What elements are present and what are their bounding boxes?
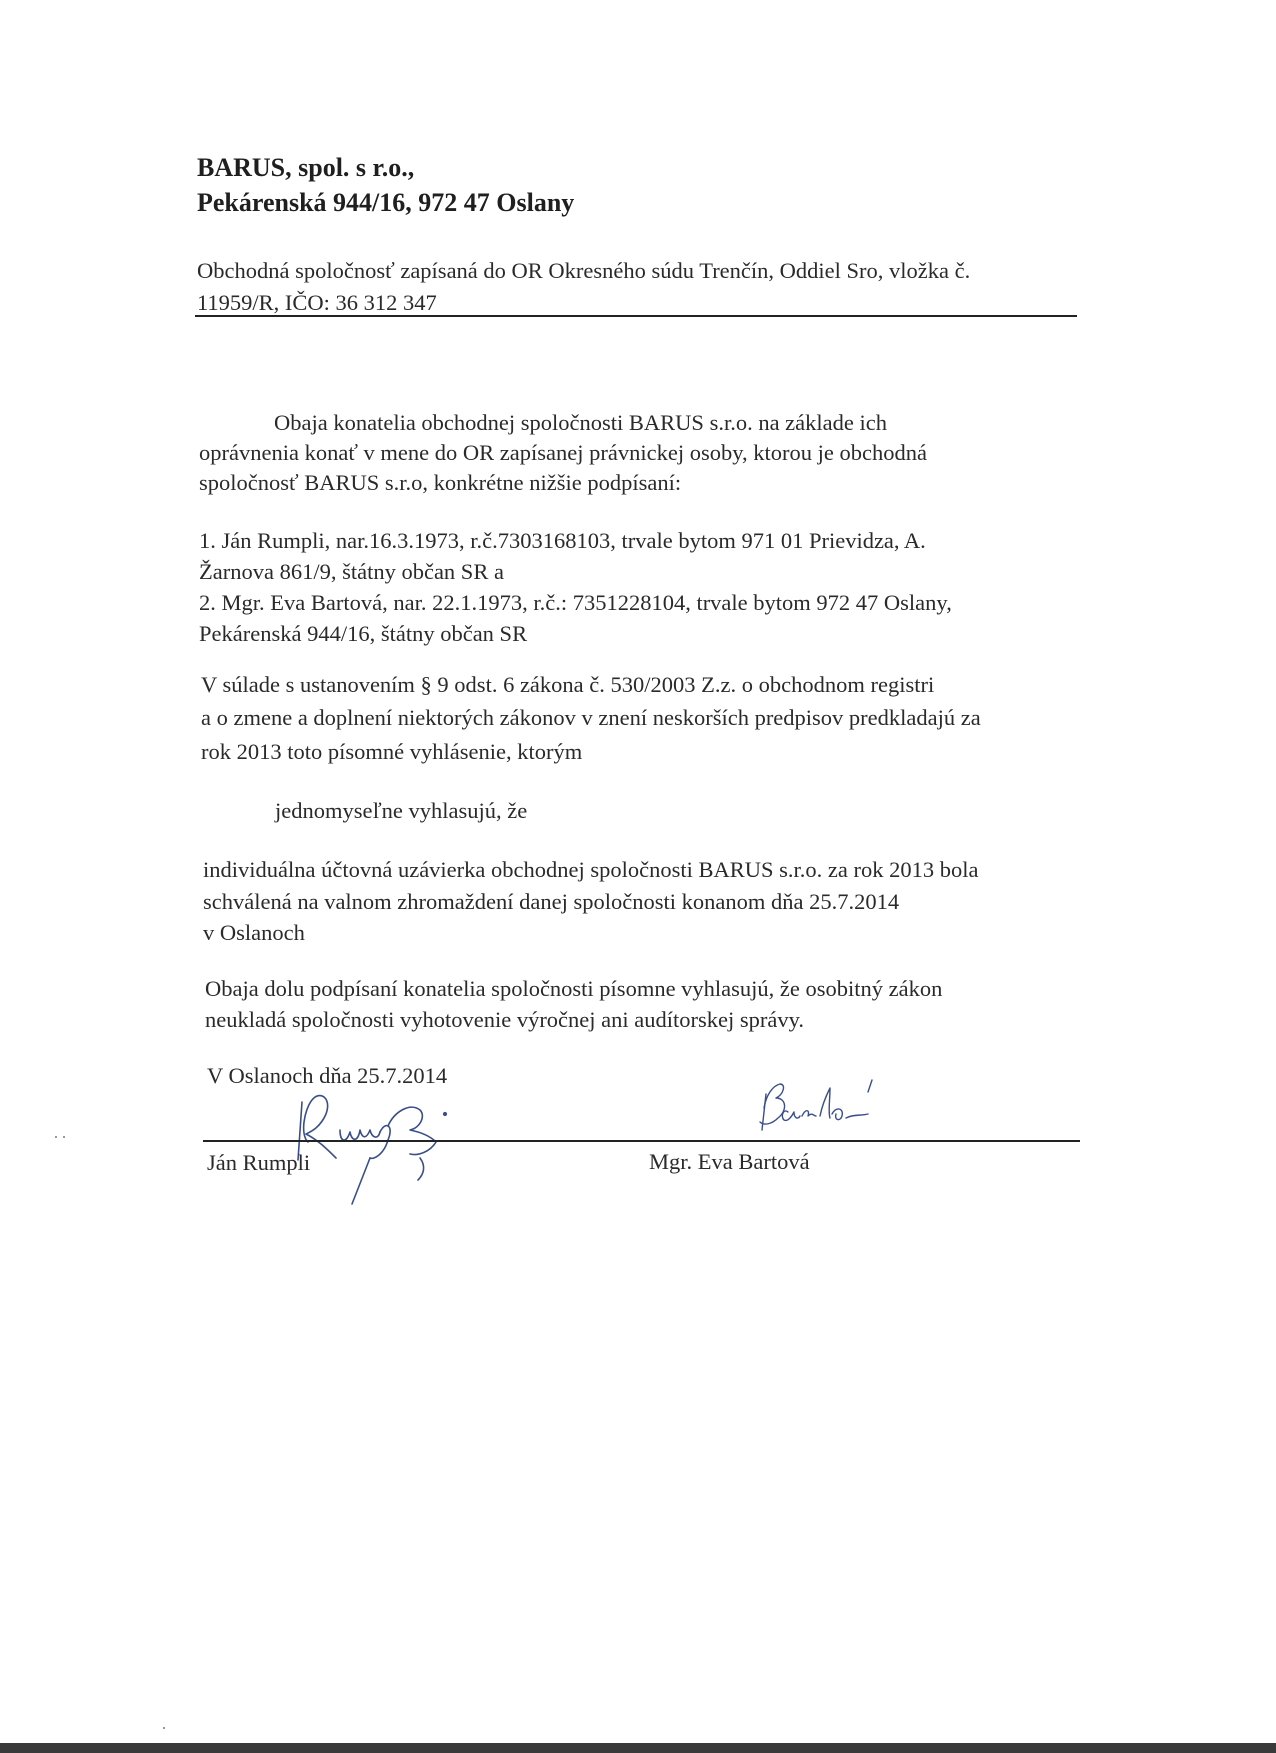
statement-line-3: v Oslanoch bbox=[203, 920, 305, 945]
place-date: V Oslanoch dňa 25.7.2014 bbox=[207, 1063, 448, 1088]
signature-rumpli bbox=[270, 1080, 490, 1205]
intro-line-1: Obaja konatelia obchodnej spoločnosti BARUS s.r.o. na základe ich bbox=[274, 410, 887, 435]
signer-name-right: Mgr. Eva Bartová bbox=[649, 1149, 810, 1174]
closing-line-2: neukladá spoločnosti vyhotovenie výročnej ani audítorskej správy. bbox=[205, 1007, 805, 1032]
scan-edge-bar bbox=[0, 1743, 1276, 1753]
scan-speck bbox=[163, 1727, 165, 1729]
intro-line-2: oprávnenia konať v mene do OR zapísanej právnickej osoby, ktorou je obchodná bbox=[199, 440, 927, 465]
statement-line-1: individuálna účtovná uzávierka obchodnej spoločnosti BARUS s.r.o. za rok 2013 bola bbox=[203, 857, 979, 882]
registration-line-1: Obchodná spoločnosť zapísaná do OR Okresného súdu Trenčín, Oddiel Sro, vložka č. bbox=[197, 258, 971, 283]
header-divider bbox=[195, 315, 1077, 317]
persons-line-2: Žarnova 861/9, štátny občan SR a bbox=[199, 559, 504, 584]
persons-line-1: 1. Ján Rumpli, nar.16.3.1973, r.č.7303168103, trvale bytom 971 01 Prievidza, A. bbox=[199, 528, 926, 553]
declaration-line: jednomyseľne vyhlasujú, že bbox=[275, 798, 528, 823]
persons-line-3: 2. Mgr. Eva Bartová, nar. 22.1.1973, r.č.: 7351228104, trvale bytom 972 47 Oslany, bbox=[199, 590, 952, 615]
signer-name-left: Ján Rumpli bbox=[207, 1150, 311, 1175]
legal-line-1: V súlade s ustanovením § 9 odst. 6 zákona č. 530/2003 Z.z. o obchodnom registri bbox=[201, 672, 935, 697]
signature-line bbox=[203, 1140, 1080, 1142]
company-name: BARUS, spol. s r.o., bbox=[197, 153, 415, 182]
intro-line-3: spoločnosť BARUS s.r.o, konkrétne nižšie podpísaní: bbox=[199, 470, 682, 495]
persons-line-4: Pekárenská 944/16, štátny občan SR bbox=[199, 621, 528, 646]
company-address: Pekárenská 944/16, 972 47 Oslany bbox=[197, 188, 575, 217]
legal-line-2: a o zmene a doplnení niektorých zákonov v znení neskorších predpisov predkladajú za bbox=[201, 705, 981, 730]
legal-line-3: rok 2013 toto písomné vyhlásenie, ktorým bbox=[201, 739, 583, 764]
statement-line-2: schválená na valnom zhromaždení danej spoločnosti konanom dňa 25.7.2014 bbox=[203, 889, 900, 914]
scan-speck bbox=[55, 1136, 57, 1138]
scan-speck bbox=[63, 1136, 65, 1138]
closing-line-1: Obaja dolu podpísaní konatelia spoločnosti písomne vyhlasujú, že osobitný zákon bbox=[205, 976, 943, 1001]
registration-line-2: 11959/R, IČO: 36 312 347 bbox=[197, 290, 437, 315]
